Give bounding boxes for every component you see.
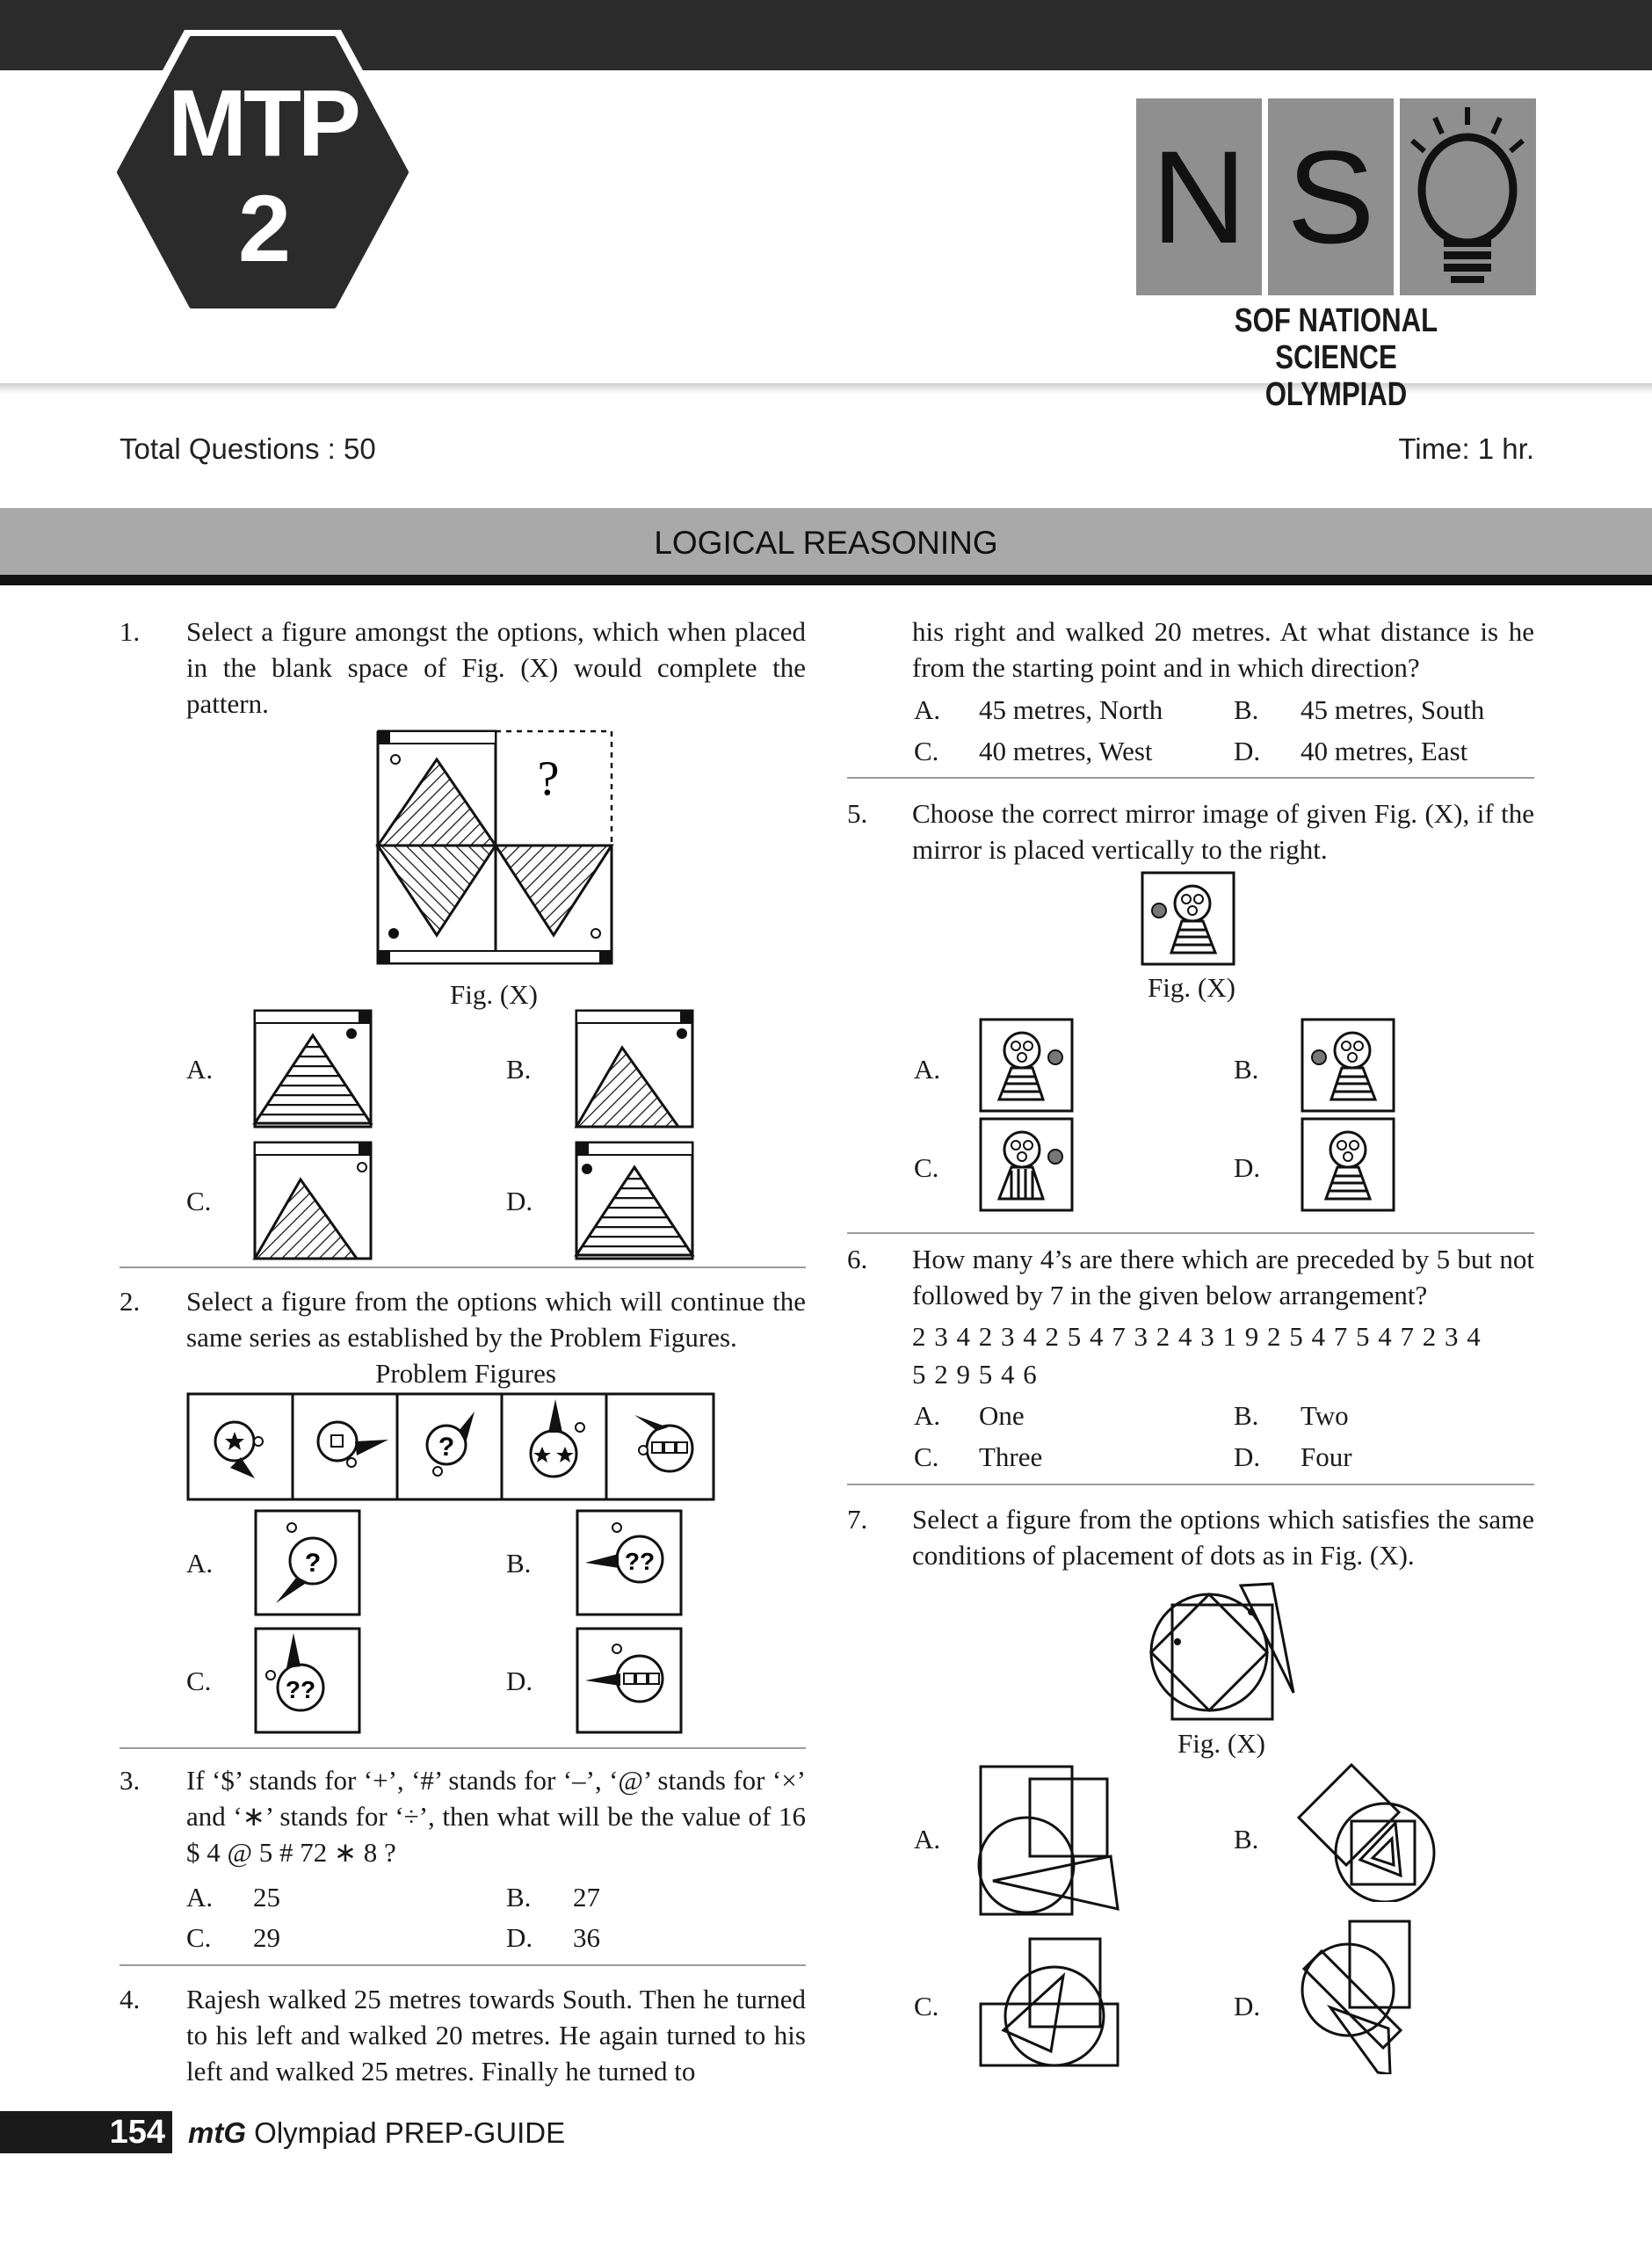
q6-text: How many 4’s are there which are preceded by 5 but not followed by 7 in the given below arrangement? xyxy=(912,1244,1534,1310)
q7-option-c-figure[interactable] xyxy=(975,1932,1125,2072)
q1-fig-caption: Fig. (X) xyxy=(450,979,538,1010)
q1-option-c-label: C. xyxy=(186,1186,212,1216)
total-questions: Total Questions : 50 xyxy=(120,432,376,465)
q4-option-c-label: C. xyxy=(914,736,939,766)
divider xyxy=(120,1964,806,1966)
q2-option-c-label: C. xyxy=(186,1666,212,1696)
q6-option-d-label: D. xyxy=(1234,1441,1261,1472)
q2-option-c-figure[interactable] xyxy=(253,1626,362,1735)
q4-option-a-label: A. xyxy=(914,694,941,725)
q2-a-mark: ? xyxy=(304,1549,322,1578)
q6-option-b[interactable]: Two xyxy=(1301,1400,1349,1431)
q5-option-b-figure[interactable] xyxy=(1300,1017,1396,1114)
q2-prob-mark: ? xyxy=(438,1433,455,1462)
logo-caption-line2: OLYMPIAD xyxy=(1264,376,1408,413)
q2-option-b-label: B. xyxy=(506,1548,532,1579)
q1-figure-x xyxy=(369,722,617,972)
q5-option-a-label: A. xyxy=(914,1054,941,1085)
q1-number: 1. xyxy=(120,616,141,647)
q7-option-a-label: A. xyxy=(914,1824,941,1854)
q5-option-c-figure[interactable] xyxy=(978,1116,1075,1213)
q6-number: 6. xyxy=(847,1244,868,1274)
q5-text: Choose the correct mirror image of given Fig. (X), if the mirror is placed vertically to the right. xyxy=(912,798,1534,865)
q3-option-c-label: C. xyxy=(186,1922,212,1953)
logo-caption-line1: SOF NATIONAL SCIENCE xyxy=(1234,302,1438,376)
q2-c-mark: ?? xyxy=(285,1676,316,1703)
q2-option-a-figure[interactable] xyxy=(253,1508,362,1617)
q1-option-a-figure[interactable] xyxy=(251,1007,374,1130)
divider xyxy=(847,1232,1534,1234)
q7-option-c-label: C. xyxy=(914,1991,939,2021)
q7-fig-caption: Fig. (X) xyxy=(1177,1728,1265,1759)
logo-letter-n: N xyxy=(1136,98,1262,295)
q7-figure-x xyxy=(1142,1579,1301,1728)
q7-option-b-figure[interactable] xyxy=(1295,1761,1445,1902)
q2-option-b-figure[interactable] xyxy=(575,1508,684,1617)
footer-title xyxy=(188,2111,715,2155)
q2-problem-figures xyxy=(186,1392,715,1501)
q4-option-d[interactable]: 40 metres, East xyxy=(1301,736,1468,766)
q4-option-b[interactable]: 45 metres, South xyxy=(1301,694,1485,725)
badge-line1: MTP xyxy=(168,69,358,176)
logo-caption xyxy=(1172,302,1500,413)
q1-option-d-label: D. xyxy=(506,1186,533,1216)
badge-line2: 2 xyxy=(237,175,288,281)
q6-option-c-label: C. xyxy=(914,1441,939,1472)
logo-bulb-box xyxy=(1400,98,1536,295)
q4-text-part1: Rajesh walked 25 metres towards South. Then he turned to his left and walked 20 metres. He again turned to his left and walked 25 metres. Finally he turned to xyxy=(186,1984,806,2087)
q4-option-a[interactable]: 45 metres, North xyxy=(979,694,1163,725)
q1-option-b-label: B. xyxy=(506,1054,532,1085)
q6-sequence-line2: 5 2 9 5 4 6 xyxy=(912,1359,1038,1390)
divider xyxy=(120,1747,806,1749)
q1-option-b-figure[interactable] xyxy=(573,1007,696,1130)
q5-option-b-label: B. xyxy=(1234,1054,1259,1085)
q3-option-c[interactable]: 29 xyxy=(253,1922,280,1953)
q2-option-a-label: A. xyxy=(186,1548,214,1579)
q7-number: 7. xyxy=(847,1504,868,1535)
q3-text: If ‘$’ stands for ‘+’, ‘#’ stands for ‘–’, ‘@’ stands for ‘×’ and ‘∗’ stands for ‘÷’, then what will be the value of 16 $ 4 @ 5 # 72 ∗ 8 ? xyxy=(186,1765,806,1868)
q3-option-b[interactable]: 27 xyxy=(573,1882,600,1912)
section-rule xyxy=(0,575,1652,585)
q4-text-part2: his right and walked 20 metres. At what distance is he from the starting point and in which direction? xyxy=(912,616,1534,683)
q5-option-d-figure[interactable] xyxy=(1300,1116,1396,1213)
q2-problem-figures-caption: Problem Figures xyxy=(375,1358,556,1389)
q1-option-d-figure[interactable] xyxy=(573,1139,696,1262)
q7-option-d-figure[interactable] xyxy=(1295,1916,1427,2074)
footer-brand: mtG xyxy=(188,2116,246,2149)
q3-number: 3. xyxy=(120,1765,141,1796)
divider xyxy=(847,777,1534,779)
q5-option-c-label: C. xyxy=(914,1152,939,1183)
q5-number: 5. xyxy=(847,798,868,829)
q5-option-d-label: D. xyxy=(1234,1152,1261,1183)
q3-option-d-label: D. xyxy=(506,1922,533,1953)
q5-figure-x xyxy=(1140,870,1236,967)
q6-sequence-line1: 2 3 4 2 3 4 2 5 4 7 3 2 4 3 1 9 2 5 4 7 5 4 7 2 3 4 xyxy=(912,1321,1482,1352)
q1-option-a-label: A. xyxy=(186,1054,214,1085)
q5-fig-caption: Fig. (X) xyxy=(1148,972,1235,1003)
divider xyxy=(120,1267,806,1268)
section-title: LOGICAL REASONING xyxy=(0,508,1652,575)
q4-number: 4. xyxy=(120,1984,141,2014)
nso-logo xyxy=(1136,98,1536,295)
q7-text: Select a figure from the options which satisfies the same conditions of placement of dots as in Fig. (X). xyxy=(912,1504,1534,1571)
mtp-badge-text xyxy=(104,70,422,281)
q2-b-mark: ?? xyxy=(624,1548,656,1575)
q2-text: Select a figure from the options which will continue the same series as established by the Problem Figures. xyxy=(186,1286,806,1353)
q6-option-c[interactable]: Three xyxy=(979,1441,1043,1472)
q3-option-d[interactable]: 36 xyxy=(573,1922,600,1953)
q1-text: Select a figure amongst the options, which when placed in the blank space of Fig. (X) would complete the pattern. xyxy=(186,616,806,719)
q7-option-d-label: D. xyxy=(1234,1991,1261,2021)
q7-option-a-figure[interactable] xyxy=(975,1761,1123,1916)
q6-option-a-label: A. xyxy=(914,1400,941,1431)
time-limit: Time: 1 hr. xyxy=(1398,432,1534,465)
q5-option-a-figure[interactable] xyxy=(978,1017,1075,1114)
logo-letter-s: S xyxy=(1268,98,1394,295)
q6-option-a[interactable]: One xyxy=(979,1400,1025,1431)
q7-option-b-label: B. xyxy=(1234,1824,1259,1854)
q4-option-d-label: D. xyxy=(1234,736,1261,766)
q6-option-b-label: B. xyxy=(1234,1400,1259,1431)
q1-question-mark: ? xyxy=(537,751,560,806)
q3-option-a-label: A. xyxy=(186,1882,214,1912)
q2-number: 2. xyxy=(120,1286,141,1317)
q6-option-d[interactable]: Four xyxy=(1301,1441,1352,1472)
q3-option-b-label: B. xyxy=(506,1882,532,1912)
q4-option-c[interactable]: 40 metres, West xyxy=(979,736,1153,766)
page-number: 154 xyxy=(0,2111,172,2153)
lightbulb-icon xyxy=(1400,98,1536,295)
q3-option-a[interactable]: 25 xyxy=(253,1882,280,1912)
divider xyxy=(847,1484,1534,1485)
q1-option-c-figure[interactable] xyxy=(251,1139,374,1262)
q2-option-d-figure[interactable] xyxy=(575,1626,684,1735)
q2-option-d-label: D. xyxy=(506,1666,533,1696)
q4-option-b-label: B. xyxy=(1234,694,1259,725)
footer-book-title: Olympiad PREP-GUIDE xyxy=(254,2116,566,2149)
